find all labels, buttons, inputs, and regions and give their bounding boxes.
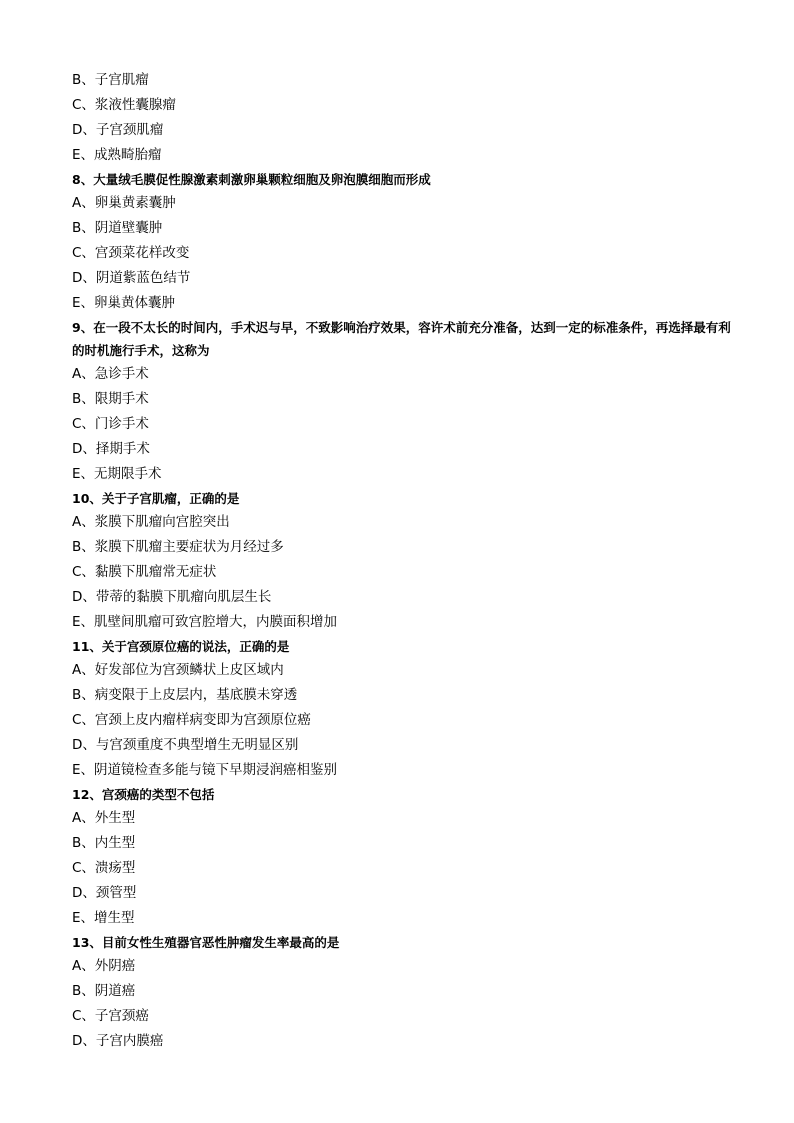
question-8 — [72, 168, 734, 316]
option-line: B、浆膜下肌瘤主要症状为月经过多 — [72, 539, 284, 555]
question-stem: 8、大量绒毛膜促性腺激素刺激卵巢颗粒细胞及卵泡膜细胞而形成 — [72, 172, 431, 187]
option-line: A、急诊手术 — [72, 366, 149, 382]
option-line: A、外阴癌 — [72, 958, 136, 974]
option-line: A、好发部位为宫颈鳞状上皮区域内 — [72, 662, 284, 678]
option-line: B、阴道癌 — [72, 983, 136, 999]
option-line: A、浆膜下肌瘤向宫腔突出 — [72, 514, 230, 530]
option-line: D、择期手术 — [72, 441, 150, 457]
question-stem: 12、宫颈癌的类型不包括 — [72, 787, 215, 802]
option-line: A、卵巢黄素囊肿 — [72, 195, 176, 211]
option-line: B、阴道壁囊肿 — [72, 220, 163, 236]
option-line: C、溃疡型 — [72, 860, 136, 876]
question-stem: 10、关于子宫肌瘤，正确的是 — [72, 491, 240, 506]
option-line: C、门诊手术 — [72, 416, 149, 432]
question-11 — [72, 635, 734, 783]
option-line: D、颈管型 — [72, 885, 137, 901]
option-line: D、子宫颈肌瘤 — [72, 122, 164, 138]
question-13 — [72, 931, 734, 1054]
question-stem: 13、目前女性生殖器官恶性肿瘤发生率最高的是 — [72, 935, 340, 950]
option-line: E、卵巢黄体囊肿 — [72, 295, 176, 311]
option-line: D、子宫内膜癌 — [72, 1033, 164, 1049]
option-line: B、限期手术 — [72, 391, 149, 407]
option-line: C、黏膜下肌瘤常无症状 — [72, 564, 217, 580]
question-12 — [72, 783, 734, 931]
option-line: D、与宫颈重度不典型增生无明显区别 — [72, 737, 299, 753]
option-line: C、子宫颈癌 — [72, 1008, 149, 1024]
option-line: C、浆液性囊腺瘤 — [72, 97, 176, 113]
option-line: E、阴道镜检查多能与镜下早期浸润癌相鉴别 — [72, 762, 338, 778]
option-line: D、带蒂的黏膜下肌瘤向肌层生长 — [72, 589, 272, 605]
option-line: C、宫颈菜花样改变 — [72, 245, 190, 261]
question-stem: 11、关于宫颈原位癌的说法，正确的是 — [72, 639, 290, 654]
option-line: E、增生型 — [72, 910, 135, 926]
option-line: B、病变限于上皮层内，基底膜未穿透 — [72, 687, 298, 703]
option-line: B、子宫肌瘤 — [72, 72, 149, 88]
option-line: E、成熟畸胎瘤 — [72, 147, 162, 163]
question-10 — [72, 487, 734, 635]
option-line: A、外生型 — [72, 810, 136, 826]
option-line: C、宫颈上皮内瘤样病变即为宫颈原位癌 — [72, 712, 311, 728]
option-line: E、无期限手术 — [72, 466, 162, 482]
option-line: E、肌壁间肌瘤可致宫腔增大，内膜面积增加 — [72, 614, 338, 630]
question-9 — [72, 316, 734, 487]
option-line: D、阴道紫蓝色结节 — [72, 270, 191, 286]
leading-options — [72, 68, 734, 168]
question-stem: 9、在一段不太长的时间内，手术迟与早，不致影响治疗效果，容许术前充分准备，达到一定的标准条件，再选择最有利的时机施行手术，这称为 — [72, 320, 731, 358]
option-line: B、内生型 — [72, 835, 136, 851]
